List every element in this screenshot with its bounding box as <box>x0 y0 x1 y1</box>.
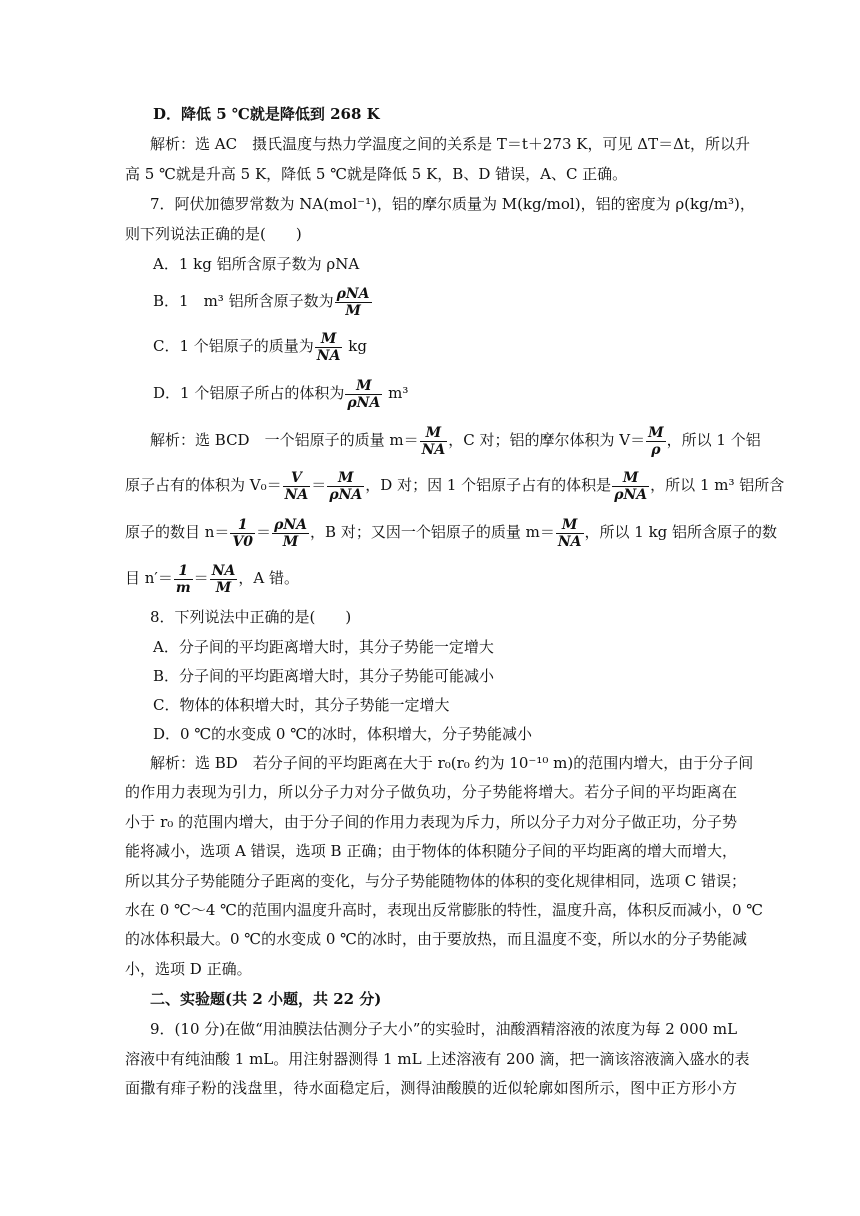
q8-analysis-line: 的作用力表现为引力，所以分子力对分子做负功，分子势能将增大。若分子间的平均距离在 <box>125 783 737 801</box>
analysis-text: ＝ <box>256 523 272 541</box>
fraction-M-over-rhoNA: $\frac{M}{\text{ρNA}}$ <box>614 469 648 503</box>
unit-kg: kg <box>348 337 367 355</box>
q9-stem-line: 面撒有痱子粉的浅盘里，待水面稳定后，测得油酸膜的近似轮廓如图所示，图中正方形小方 <box>125 1079 737 1097</box>
fraction-M-over-rhoNA: $\frac{M}{\text{ρNA}}$ <box>347 377 381 411</box>
analysis-text: ＝ <box>193 569 209 587</box>
analysis-text: 目 n′＝ <box>125 569 173 587</box>
q8-analysis-line: 解析：选 BD 若分子间的平均距离在大于 r₀(r₀ 约为 10⁻¹⁰ m)的范围内增大，由于分子间 <box>150 754 754 772</box>
q8-analysis-line: 的冰体积最大。0 ℃的水变成 0 ℃的冰时，由于要放热，而且温度不变，所以水的分子势能减 <box>125 930 747 948</box>
q9-stem-line: 9．(10 分)在做“用油膜法估测分子大小”的实验时，油酸酒精溶液的浓度为每 2 000 mL <box>150 1020 738 1038</box>
q8-option-b: B．分子间的平均距离增大时，其分子势能可能减小 <box>153 667 495 685</box>
analysis-text: ，所以 1 kg 铝所含原子的数 <box>584 523 778 541</box>
fraction-M-over-NA: $\frac{M}{NA}$ <box>316 330 341 364</box>
fraction-V-over-NA: $\frac{V}{NA}$ <box>284 469 309 503</box>
q6-analysis-line: 高 5 ℃就是升高 5 K，降低 5 ℃就是降低 5 K，B、D 错误，A、C 正确。 <box>125 165 628 183</box>
fraction-M-over-NA: $\frac{M}{NA}$ <box>557 516 582 550</box>
q7-option-c <box>153 326 765 366</box>
q8-analysis-line: 水在 0 ℃～4 ℃的范围内温度升高时，表现出反常膨胀的特性，温度升高，体积反而减小，0 ℃ <box>125 901 764 919</box>
unit-m3: m³ <box>388 384 409 402</box>
q7-option-b-text: B．1 m³ 铝所含原子数为 <box>153 292 334 310</box>
q6-analysis-line: 解析：选 AC 摄氏温度与热力学温度之间的关系是 T＝t＋273 K，可见 ΔT＝Δt，所以升 <box>150 135 750 153</box>
fraction-NA-over-M: $\frac{NA}{M}$ <box>211 562 236 596</box>
analysis-text: 原子占有的体积为 V₀＝ <box>125 476 282 494</box>
q8-analysis-line: 所以其分子势能随分子距离的变化，与分子势能随物体的体积的变化规律相同，选项 C 错误； <box>125 872 747 890</box>
q8-analysis-line: 小，选项 D 正确。 <box>125 960 252 978</box>
q7-option-d <box>153 373 765 413</box>
q8-analysis-line: 小于 r₀ 的范围内增大，由于分子间的作用力表现为斥力，所以分子力对分子做正功，分子势 <box>125 813 737 831</box>
q7-analysis-line <box>125 512 778 552</box>
analysis-text: ，所以 1 m³ 铝所含 <box>650 476 785 494</box>
fraction-M-over-rhoNA: $\frac{M}{\text{ρNA}}$ <box>329 469 363 503</box>
q8-option-c: C．物体的体积增大时，其分子势能一定增大 <box>153 696 450 714</box>
fraction-1-over-m: $\frac{1}{m}$ <box>175 562 191 596</box>
fraction-rhoNA-over-M: $\frac{\text{ρNA}}{M}$ <box>274 516 308 550</box>
analysis-text: ＝ <box>311 476 327 494</box>
analysis-text: ，B 对；又因一个铝原子的质量 m＝ <box>310 523 555 541</box>
q7-option-b <box>153 281 765 321</box>
q7-option-a: A．1 kg 铝所含原子数为 ρNA <box>153 255 360 273</box>
analysis-text: 原子的数目 n＝ <box>125 523 230 541</box>
q8-stem: 8．下列说法中正确的是( ) <box>150 608 352 626</box>
analysis-text: ，所以 1 个铝 <box>666 431 761 449</box>
q7-analysis-line <box>125 465 785 505</box>
analysis-text: 解析：选 BCD 一个铝原子的质量 m＝ <box>150 431 419 449</box>
q8-option-d: D．0 ℃的水变成 0 ℃的冰时，体积增大，分子势能减小 <box>153 725 532 743</box>
q8-option-a: A．分子间的平均距离增大时，其分子势能一定增大 <box>153 638 494 656</box>
fraction-M-over-rho: $\frac{M}{\rho}$ <box>648 424 664 458</box>
fraction-rhoNA-over-M: $\frac{\text{ρNA}}{M}$ <box>336 285 370 319</box>
analysis-text: ，D 对；因 1 个铝原子占有的体积是 <box>365 476 612 494</box>
q9-stem-line: 溶液中有纯油酸 1 mL。用注射器测得 1 mL 上述溶液有 200 滴，把一滴该溶液滴入盛水的表 <box>125 1050 750 1068</box>
q7-stem: 则下列说法正确的是( ) <box>125 225 302 243</box>
section-heading: 二、实验题(共 2 小题，共 22 分) <box>150 990 382 1008</box>
q7-analysis-line <box>150 420 761 460</box>
q8-analysis-line: 能将减小，选项 A 错误，选项 B 正确；由于物体的体积随分子间的平均距离的增大而增大， <box>125 842 737 860</box>
q7-option-d-text: D．1 个铝原子所占的体积为 <box>153 384 345 402</box>
q7-analysis-line <box>125 558 737 598</box>
q7-option-c-text: C．1 个铝原子的质量为 <box>153 337 314 355</box>
analysis-text: ，A 错。 <box>238 569 299 587</box>
fraction-1-over-V0: $\frac{1}{V0}$ <box>232 516 254 550</box>
q6-option-d: D．降低 5 ℃就是降低到 268 K <box>153 105 380 123</box>
fraction-M-over-NA: $\frac{M}{NA}$ <box>421 424 446 458</box>
q7-stem: 7．阿伏加德罗常数为 NA(mol⁻¹)，铝的摩尔质量为 M(kg/mol)，铝的密度为 ρ(kg/m³)， <box>150 195 755 213</box>
analysis-text: ，C 对；铝的摩尔体积为 V＝ <box>448 431 646 449</box>
